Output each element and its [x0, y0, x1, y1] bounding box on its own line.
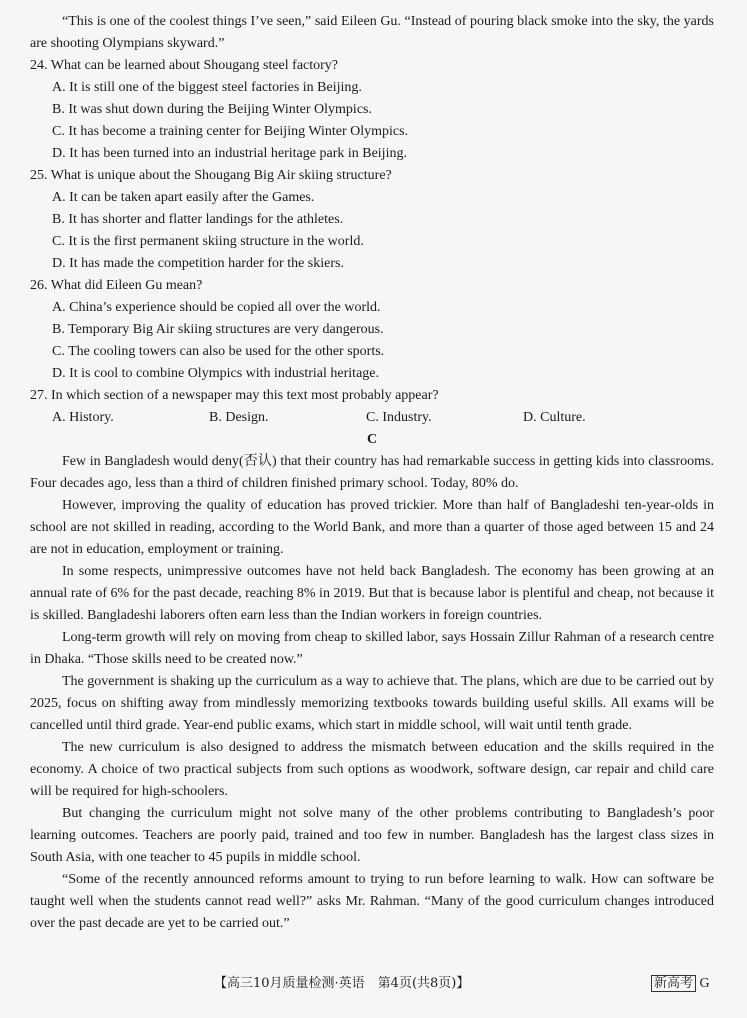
question-stem: 25. What is unique about the Shougang Big Air skiing structure? — [30, 168, 392, 183]
option-d: D. It is cool to combine Olympics with industrial heritage. — [52, 366, 379, 381]
version-code: G — [699, 976, 710, 991]
question-27 — [30, 385, 714, 429]
option-d: D. It has been turned into an industrial heritage park in Beijing. — [52, 146, 407, 161]
paragraph: The new curriculum is also designed to address the mismatch between education and the skills required in the economy. A choice of two practical subjects from such options as woodwork, software design, car repair and child care will be required for high-schoolers. — [30, 740, 714, 799]
question-stem: 26. What did Eileen Gu mean? — [30, 278, 203, 293]
section-label: C — [366, 432, 378, 447]
footer-title: 【高三10月质量检测·英语 第4页(共8页)】 — [214, 976, 470, 991]
paragraph: The government is shaking up the curriculum as a way to achieve that. The plans, which are due to be carried out by 2025, focus on shifting away from mindlessly memorizing textbooks towards building useful skills. All exams will be cancelled until third grade. Year-end public exams, which start in middle school, will wait until tenth grade. — [30, 674, 714, 733]
option-a: A. It is still one of the biggest steel factories in Beijing. — [52, 80, 362, 95]
paragraph: However, improving the quality of education has proved trickier. More than half of Bangladeshi ten-year-olds in school are not skilled in reading, according to the World Bank, and more than a quarter of those aged between 15 and 24 are not in education, employment or training. — [30, 498, 714, 557]
option-d: D. Culture. — [523, 410, 586, 425]
question-stem: 24. What can be learned about Shougang steel factory? — [30, 58, 339, 73]
paragraph: Long-term growth will rely on moving from cheap to skilled labor, says Hossain Zillur Rahman of a research centre in Dhaka. “Those skills need to be created now.” — [30, 630, 714, 667]
paragraph: Few in Bangladesh would deny(否认) that their country has had remarkable success in getting kids into classrooms. Four decades ago, less than a third of children finished primary school. Today, 80% do. — [30, 454, 714, 491]
question-24 — [30, 55, 714, 165]
option-c: C. It is the first permanent skiing structure in the world. — [52, 234, 364, 249]
exam-type-badge: 新高考 — [651, 975, 696, 992]
page-footer — [0, 973, 747, 995]
paragraph: “Some of the recently announced reforms amount to trying to run before learning to walk. How can software be taught well when the students cannot read well?” asks Mr. Rahman. “Many of the good curriculum changes introduced over the past decade are yet to be carried out.” — [30, 872, 714, 931]
question-26 — [30, 275, 714, 385]
option-b: B. Temporary Big Air skiing structures are very dangerous. — [52, 322, 384, 337]
option-b: B. It has shorter and flatter landings for the athletes. — [52, 212, 344, 227]
option-c: C. The cooling towers can also be used for the other sports. — [52, 344, 385, 359]
document-page — [30, 11, 714, 935]
question-stem: 27. In which section of a newspaper may this text most probably appear? — [30, 388, 439, 403]
footer-edition — [651, 973, 710, 995]
passage-b-quote: “This is one of the coolest things I’ve seen,” said Eileen Gu. “Instead of pouring black smoke into the sky, the yards are shooting Olympians skyward.” — [30, 14, 714, 51]
paragraph: But changing the curriculum might not solve many of the other problems contributing to Bangladesh’s poor learning outcomes. Teachers are poorly paid, trained and too few in number. Bangladesh has the largest class sizes in South Asia, with one teacher to 45 pupils in middle school. — [30, 806, 714, 865]
option-d: D. It has made the competition harder for the skiers. — [52, 256, 344, 271]
paragraph: In some respects, unimpressive outcomes have not held back Bangladesh. The economy has been growing at an annual rate of 6% for the past decade, reaching 8% in 2019. But that is because labor is plentiful and cheap, not because it is skilled. Bangladeshi laborers often earn less than the Indian workers in foreign countries. — [30, 564, 714, 623]
option-c: C. It has become a training center for Beijing Winter Olympics. — [52, 124, 409, 139]
option-b: B. Design. — [209, 410, 269, 425]
option-b: B. It was shut down during the Beijing Winter Olympics. — [52, 102, 372, 117]
option-a: A. History. — [52, 410, 114, 425]
option-a: A. It can be taken apart easily after the Games. — [52, 190, 315, 205]
option-c: C. Industry. — [366, 410, 432, 425]
question-25 — [30, 165, 714, 275]
option-a: A. China’s experience should be copied all over the world. — [52, 300, 381, 315]
